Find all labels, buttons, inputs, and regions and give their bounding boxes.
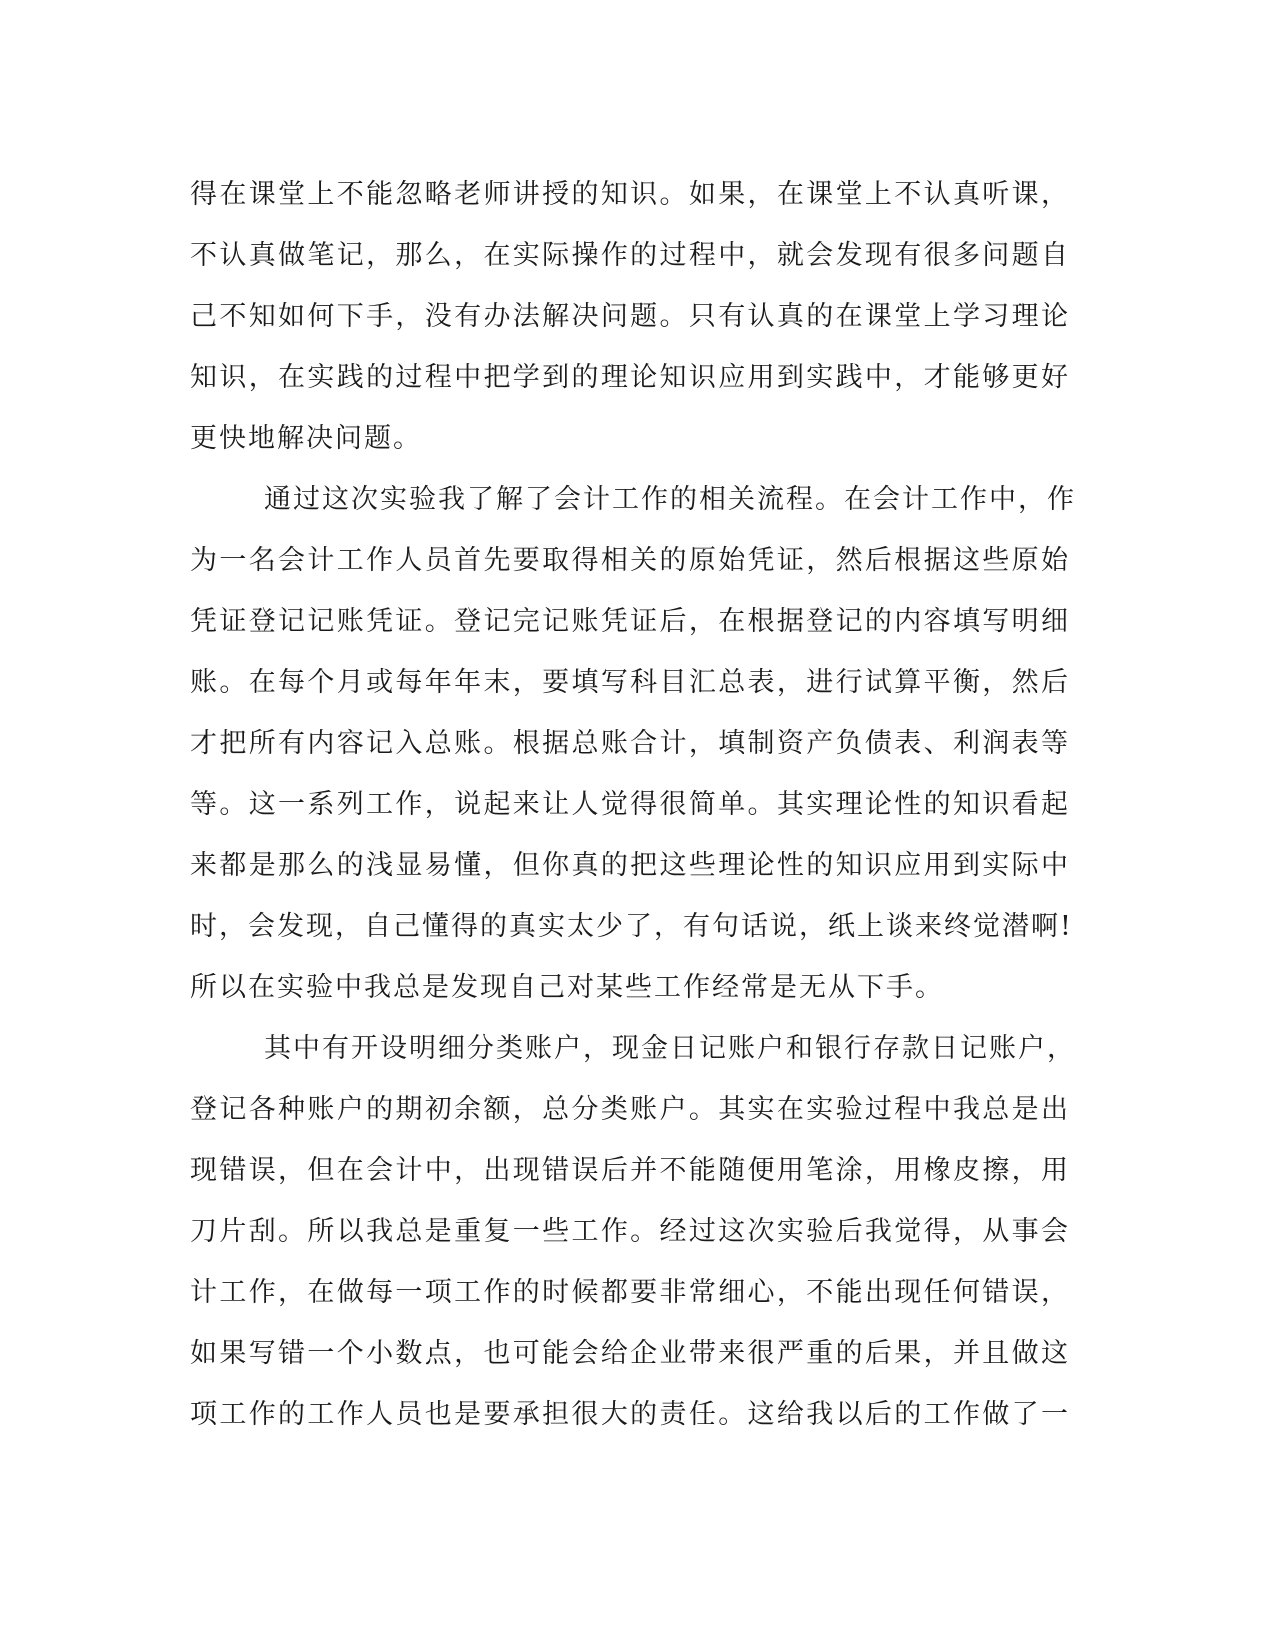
- text-line: 不 认 真 做 笔 记 ， 那 么 ， 在 实 际 操 作 的 过 程 中 ， 就 会 发 现 有 很 多 问 题 自: [190, 240, 1070, 271]
- text-line: 才 把 所 有 内 容 记 入 总 账 。 根 据 总 账 合 计 ， 填 制 资 产 负 债 表 、 利 润 表 等: [190, 728, 1070, 759]
- text-line: 时 ， 会 发 现 ， 自 己 懂 得 的 真 实 太 少 了 ， 有 句 话 说 ， 纸 上 谈 来 终 觉 潜 啊 !: [190, 911, 1073, 942]
- text-line: 计 工 作 ， 在 做 每 一 项 工 作 的 时 候 都 要 非 常 细 心 ， 不 能 出 现 任 何 错 误 ，: [190, 1277, 1070, 1308]
- text-line: 现 错 误 ， 但 在 会 计 中 ， 出 现 错 误 后 并 不 能 随 便 用 笔 涂 ， 用 橡 皮 擦 ， 用: [190, 1155, 1070, 1186]
- text-line: 来 都 是 那 么 的 浅 显 易 懂 ， 但 你 真 的 把 这 些 理 论 性 的 知 识 应 用 到 实 际 中: [190, 850, 1070, 881]
- text-line: 己 不 知 如 何 下 手 ， 没 有 办 法 解 决 问 题 。 只 有 认 真 的 在 课 堂 上 学 习 理 论: [190, 301, 1070, 332]
- text-line: 为 一 名 会 计 工 作 人 员 首 先 要 取 得 相 关 的 原 始 凭 证 ， 然 后 根 据 这 些 原 始: [190, 545, 1070, 576]
- text-line: 等 。 这 一 系 列 工 作 ， 说 起 来 让 人 觉 得 很 简 单 。 其 实 理 论 性 的 知 识 看 起: [190, 789, 1070, 820]
- text-line: 其 中 有 开 设 明 细 分 类 账 户 ， 现 金 日 记 账 户 和 银 行 存 款 日 记 账 户 ，: [264, 1033, 1076, 1064]
- text-line: 登 记 各 种 账 户 的 期 初 余 额 ， 总 分 类 账 户 。 其 实 在 实 验 过 程 中 我 总 是 出: [190, 1094, 1070, 1125]
- text-line: 账 。 在 每 个 月 或 每 年 年 末 ， 要 填 写 科 目 汇 总 表 ， 进 行 试 算 平 衡 ， 然 后: [190, 667, 1070, 698]
- body-text: [190, 164, 1076, 1445]
- text-line: 刀 片 刮 。 所 以 我 总 是 重 复 一 些 工 作 。 经 过 这 次 实 验 后 我 觉 得 ， 从 事 会: [190, 1216, 1070, 1247]
- text-line: 如 果 写 错 一 个 小 数 点 ， 也 可 能 会 给 企 业 带 来 很 严 重 的 后 果 ， 并 且 做 这: [190, 1338, 1070, 1369]
- text-line: 知 识 ， 在 实 践 的 过 程 中 把 学 到 的 理 论 知 识 应 用 到 实 践 中 ， 才 能 够 更 好: [190, 362, 1070, 393]
- paragraph: [190, 164, 1070, 469]
- text-line: 所以在实验中我总是发现自己对某些工作经常是无从下手。: [190, 972, 944, 1003]
- paragraph: [190, 1018, 1076, 1445]
- text-line: 项 工 作 的 工 作 人 员 也 是 要 承 担 很 大 的 责 任 。 这 给 我 以 后 的 工 作 做 了 一: [190, 1399, 1070, 1430]
- text-line: 凭 证 登 记 记 账 凭 证 。 登 记 完 记 账 凭 证 后 ， 在 根 据 登 记 的 内 容 填 写 明 细: [190, 606, 1070, 637]
- text-line: 更快地解决问题。: [190, 423, 422, 454]
- paragraph: [190, 469, 1076, 1018]
- text-line: 通 过 这 次 实 验 我 了 解 了 会 计 工 作 的 相 关 流 程 。 在 会 计 工 作 中 ， 作: [264, 484, 1076, 515]
- text-line: 得 在 课 堂 上 不 能 忽 略 老 师 讲 授 的 知 识 。 如 果 ， 在 课 堂 上 不 认 真 听 课 ，: [190, 179, 1070, 210]
